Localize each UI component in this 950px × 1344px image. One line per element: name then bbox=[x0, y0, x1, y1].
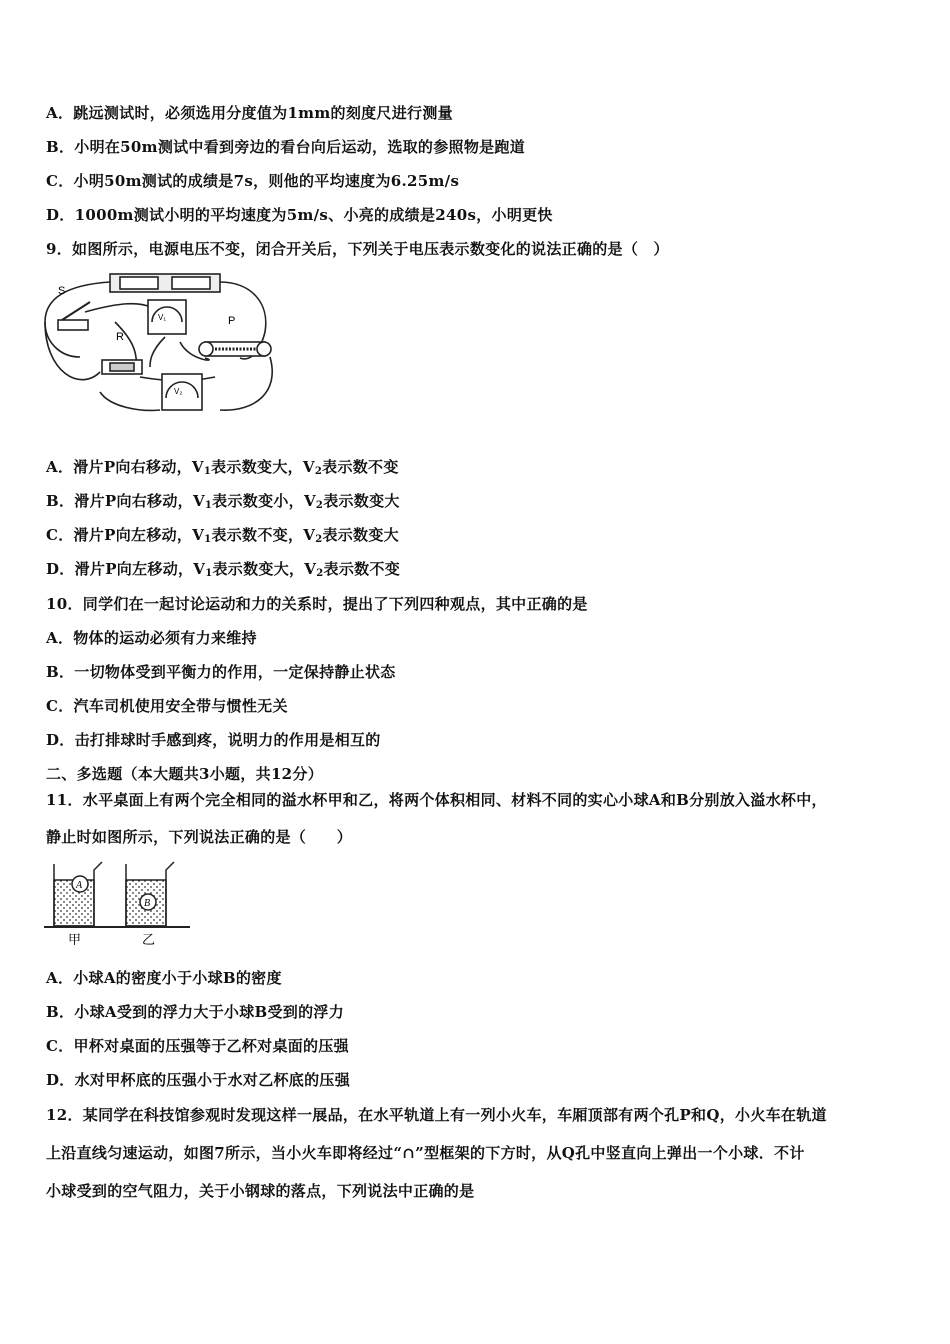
q11-option-c: C．甲杯对桌面的压强等于乙杯对桌面的压强 bbox=[46, 1037, 349, 1055]
q12-stem-line1: 12．某同学在科技馆参观时发现这样一展品，在水平轨道上有一列小火车，车厢顶部有两个孔P和Q，小火车在轨道 bbox=[46, 1106, 827, 1124]
q9-stem: 9．如图所示，电源电压不变，闭合开关后，下列关于电压表示数变化的说法正确的是（ ） bbox=[46, 240, 669, 258]
label-ball-a: A bbox=[76, 880, 83, 891]
q11-option-d: D．水对甲杯底的压强小于水对乙杯底的压强 bbox=[46, 1071, 351, 1089]
q10-stem: 10．同学们在一起讨论运动和力的关系时，提出了下列四种观点，其中正确的是 bbox=[46, 595, 588, 613]
label-s: S bbox=[58, 285, 66, 297]
q11-option-b: B．小球A受到的浮力大于小球B受到的浮力 bbox=[46, 1003, 344, 1021]
rheostat-p bbox=[205, 342, 265, 356]
q10-option-b: B．一切物体受到平衡力的作用，一定保持静止状态 bbox=[46, 663, 396, 681]
circuit-diagram bbox=[40, 262, 285, 422]
q11-stem-line2: 静止时如图所示，下列说法正确的是（ ） bbox=[46, 828, 353, 846]
label-v1: V₁ bbox=[158, 313, 167, 322]
label-r: R bbox=[116, 331, 124, 343]
q11-stem-line1: 11．水平桌面上有两个完全相同的溢水杯甲和乙，将两个体积相同、材料不同的实心小球A和B分别放入溢水杯中， bbox=[46, 791, 827, 809]
q9-option-b: B．滑片P向右移动，$V_1$表示数变小，$V_2$表示数变大 bbox=[46, 492, 400, 511]
switch-base bbox=[58, 320, 88, 330]
q9-option-a: A．滑片P向右移动，$V_1$表示数变大，$V_2$表示数不变 bbox=[46, 458, 399, 477]
q8-option-c: C．小明50m测试的成绩是7s，则他的平均速度为6.25m/s bbox=[46, 172, 460, 190]
q12-stem-line3: 小球受到的空气阻力，关于小钢球的落点，下列说法中正确的是 bbox=[46, 1182, 475, 1200]
voltmeter-v1 bbox=[148, 300, 186, 334]
overflow-cups-diagram bbox=[44, 858, 192, 950]
q10-option-c: C．汽车司机使用安全带与惯性无关 bbox=[46, 697, 288, 715]
q8-option-d: D．1000m测试小明的平均速度为5m/s、小亮的成绩是240s，小明更快 bbox=[46, 206, 553, 224]
q9-option-c: C．滑片P向左移动，$V_1$表示数不变，$V_2$表示数变大 bbox=[46, 526, 399, 545]
q9-option-d: D．滑片P向左移动，$V_1$表示数变大，$V_2$表示数不变 bbox=[46, 560, 401, 579]
q12-stem-line2: 上沿直线匀速运动，如图7所示，当小火车即将经过“∩”型框架的下方时，从Q孔中竖直向上弹出一个小球．不计 bbox=[46, 1144, 805, 1162]
q8-option-a: A．跳远测试时，必须选用分度值为1mm的刻度尺进行测量 bbox=[46, 104, 453, 122]
label-ball-b: B bbox=[144, 898, 151, 909]
label-cup-jia: 甲 bbox=[68, 933, 82, 948]
q10-option-a: A．物体的运动必须有力来维持 bbox=[46, 629, 257, 647]
label-v2: V₂ bbox=[174, 387, 183, 396]
label-p: P bbox=[228, 315, 236, 327]
label-cup-yi: 乙 bbox=[142, 933, 156, 948]
q10-option-d: D．击打排球时手感到疼，说明力的作用是相互的 bbox=[46, 731, 381, 749]
q11-option-a: A．小球A的密度小于小球B的密度 bbox=[46, 969, 282, 987]
section-heading-multi-choice: 二、多选题（本大题共3小题，共12分） bbox=[46, 765, 324, 783]
q8-option-b: B．小明在50m测试中看到旁边的看台向后运动，选取的参照物是跑道 bbox=[46, 138, 526, 156]
